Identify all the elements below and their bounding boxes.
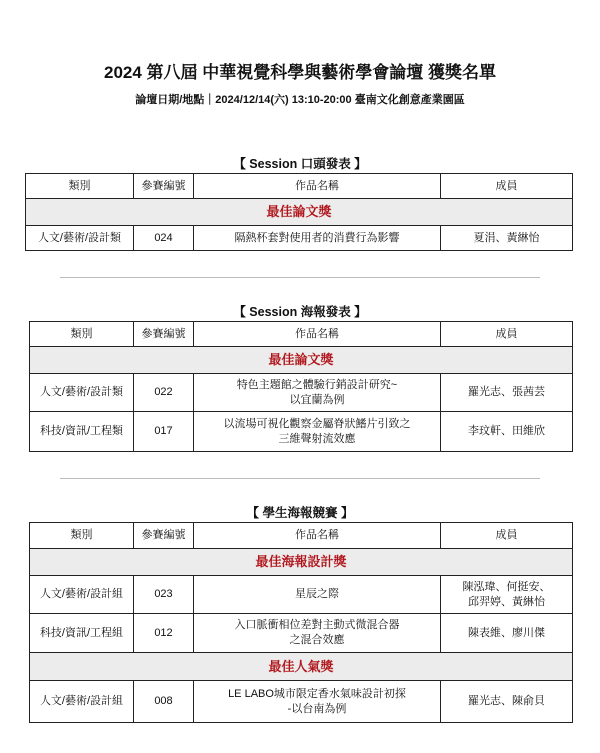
title-line: 三維聲射流效應 — [278, 432, 356, 445]
header-members: 成員 — [441, 174, 573, 199]
title-line: 以宜蘭為例 — [289, 393, 345, 406]
header-row — [26, 174, 573, 199]
header-category: 類別 — [26, 174, 134, 199]
title-line: 以流場可視化觀察金屬脊狀鰭片引致之 — [223, 417, 411, 430]
header-category: 類別 — [30, 322, 134, 347]
members-line: 陳泓瑋、何挺安、 — [462, 580, 551, 593]
cell-members: 李玟軒、田維欣 — [441, 412, 573, 452]
oral-session-table — [25, 173, 573, 251]
cell-category: 人文/藝術/設計類 — [26, 226, 134, 251]
student-poster-table — [29, 522, 573, 723]
header-title: 作品名稱 — [194, 322, 441, 347]
title-line: 入口脈衝相位差對主動式微混合器 — [234, 619, 400, 632]
cell-title: 星辰之際 — [194, 576, 441, 614]
table-row — [26, 226, 573, 251]
event-date-location: 論壇日期/地點｜2024/12/14(六) 13:10-20:00 臺南文化創意產業園區 — [135, 94, 465, 106]
cell-members — [441, 576, 573, 614]
cell-id: 024 — [134, 226, 194, 251]
cell-id: 022 — [134, 374, 194, 412]
header-members: 成員 — [441, 322, 573, 347]
page-title: 2024 第八屆 中華視覺科學與藝術學會論壇 獲獎名單 — [104, 63, 496, 82]
award-heading: 最佳論文獎 — [26, 199, 573, 226]
header-title: 作品名稱 — [194, 523, 441, 549]
members-line: 邱羿婷、黃綝怡 — [468, 595, 545, 608]
cell-category: 人文/藝術/設計組 — [30, 576, 134, 614]
cell-id: 008 — [134, 681, 194, 723]
award-heading: 最佳論文獎 — [30, 347, 573, 374]
title-line: 之混合效應 — [289, 634, 345, 646]
header-members: 成員 — [441, 523, 573, 549]
table-row — [30, 374, 573, 412]
header-id: 參賽編號 — [134, 322, 194, 347]
cell-category: 科技/資訊/工程組 — [30, 614, 134, 653]
section-title-student: 【 學生海報競賽 】 — [246, 506, 354, 520]
cell-members: 羅光志、張茜芸 — [441, 374, 573, 412]
section-title-oral: 【 Session 口頭發表 】 — [233, 157, 367, 171]
cell-category: 人文/藝術/設計類 — [30, 374, 134, 412]
cell-members: 陳表維、廖川傑 — [441, 614, 573, 653]
title-line: 特色主題館之體驗行銷設計研究~ — [236, 378, 398, 391]
title-line: -以台南為例 — [287, 702, 347, 715]
table-row — [30, 412, 573, 452]
cell-title — [194, 614, 441, 653]
header-id: 參賽編號 — [134, 174, 194, 199]
divider — [60, 478, 540, 479]
table-row — [30, 576, 573, 614]
cell-title: 隔熱杯套對使用者的消費行為影響 — [194, 226, 441, 251]
header-title: 作品名稱 — [194, 174, 441, 199]
header-row — [30, 322, 573, 347]
cell-category: 人文/藝術/設計組 — [30, 681, 134, 723]
table-row — [30, 681, 573, 723]
cell-id: 012 — [134, 614, 194, 653]
header-row — [30, 523, 573, 549]
cell-title — [194, 681, 441, 723]
header-category: 類別 — [30, 523, 134, 549]
cell-members: 夏涓、黃綝怡 — [441, 226, 573, 251]
cell-id: 023 — [134, 576, 194, 614]
section-title-poster: 【 Session 海報發表 】 — [233, 305, 367, 319]
cell-title — [194, 412, 441, 452]
cell-members: 羅光志、陳俞貝 — [441, 681, 573, 723]
poster-session-table — [29, 321, 573, 452]
award-heading: 最佳海報設計獎 — [30, 549, 573, 576]
title-line: LE LABO城市限定香水氣味設計初探 — [228, 687, 406, 700]
award-heading: 最佳人氣獎 — [30, 653, 573, 681]
table-row — [30, 614, 573, 653]
header-id: 參賽編號 — [134, 523, 194, 549]
cell-category: 科技/資訊/工程類 — [30, 412, 134, 452]
divider — [60, 277, 540, 278]
cell-id: 017 — [134, 412, 194, 452]
cell-title — [194, 374, 441, 412]
